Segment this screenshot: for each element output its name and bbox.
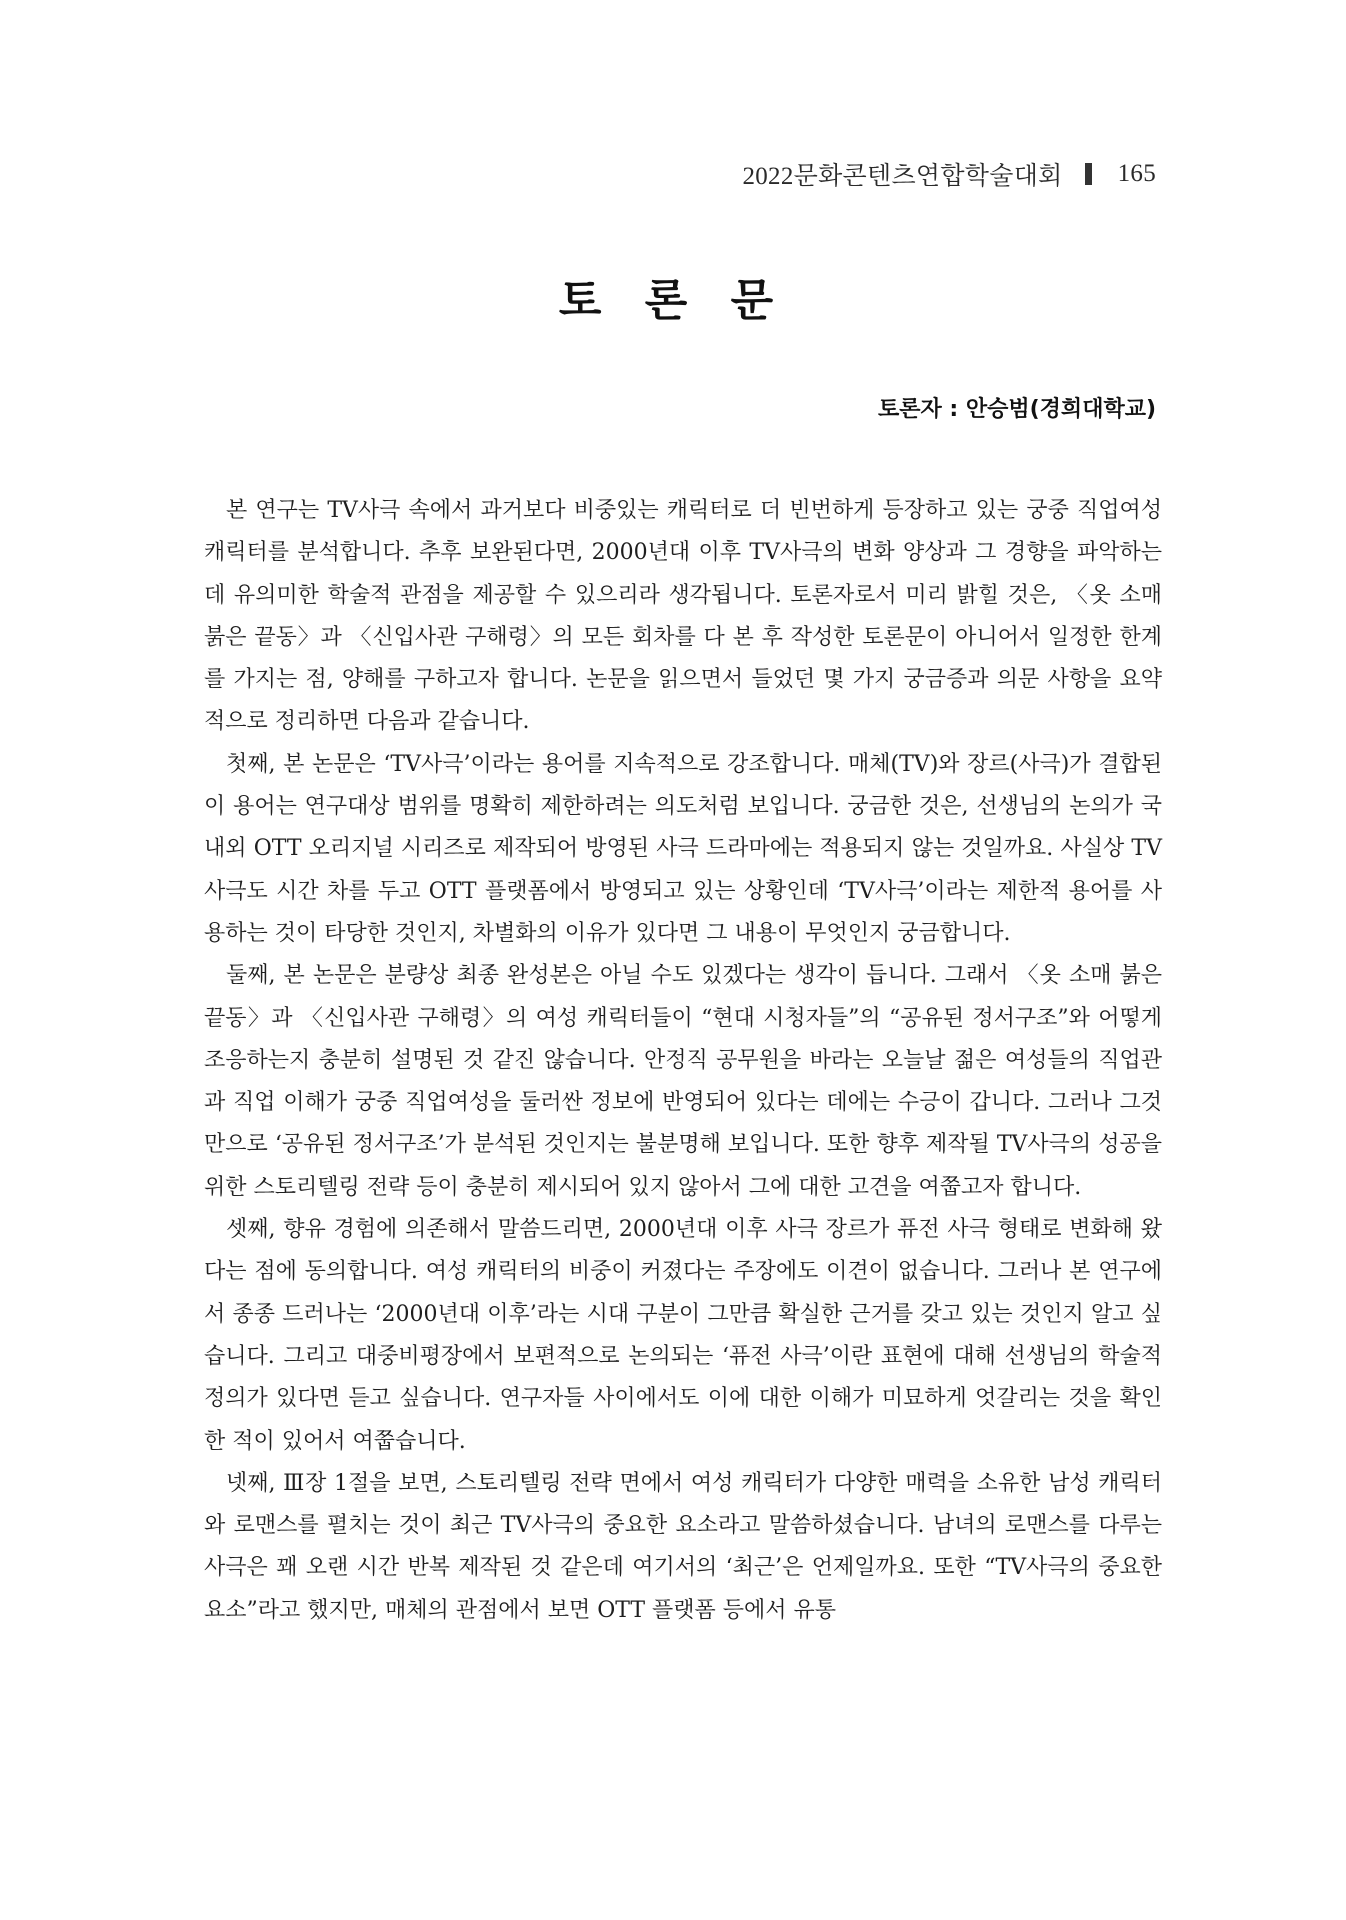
discussant-line: 토론자 : 안승범(경희대학교) bbox=[878, 397, 1156, 422]
paragraph-third: 셋째, 향유 경험에 의존해서 말씀드리면, 2000년대 이후 사극 장르가 퓨전 사극 형태로 변화해 왔다는 점에 동의합니다. 여성 캐릭터의 비중이 커졌다는 주장에도 이견이 없습니다. 그러나 본 연구에서 종종 드러나는 ‘2000년대 이후’라는 시대 구분이 그만큼 확실한 근거를 갖고 있는 것인지 알고 싶습니다. 그리고 대중비평장에서 보편적으로 논의되는 ‘퓨전 사극’이란 표현에 대해 선생님의 학술적 정의가 있다면 듣고 싶습니다. 연구자들 사이에서도 이에 대한 이해가 미묘하게 엇갈리는 것을 확인한 적이 있어서 여쭙습니다. bbox=[204, 1217, 1162, 1454]
paragraph-first: 첫째, 본 논문은 ‘TV사극’이라는 용어를 지속적으로 강조합니다. 매체(TV)와 장르(사극)가 결합된 이 용어는 연구대상 범위를 명확히 제한하려는 의도처럼 보입니다. 궁금한 것은, 선생님의 논의가 국내외 OTT 오리지널 시리즈로 제작되어 방영된 사극 드라마에는 적용되지 않는 것일까요. 사실상 TV사극도 시간 차를 두고 OTT 플랫폼에서 방영되고 있는 상황인데 ‘TV사극’이라는 제한적 용어를 사용하는 것이 타당한 것인지, 차별화의 이유가 있다면 그 내용이 무엇인지 궁금합니다. bbox=[204, 751, 1162, 946]
document-title: 토 론 문 bbox=[558, 275, 788, 326]
paragraph-intro: 본 연구는 TV사극 속에서 과거보다 비중있는 캐릭터로 더 빈번하게 등장하고 있는 궁중 직업여성 캐릭터를 분석합니다. 추후 보완된다면, 2000년대 이후 TV사극의 변화 양상과 그 경향을 파악하는 데 유의미한 학술적 관점을 제공할 수 있으리라 생각됩니다. 토론자로서 미리 밝힐 것은, 〈옷 소매 붉은 끝동〉과 〈신입사관 구해령〉의 모든 회차를 다 본 후 작성한 토론문이 아니어서 일정한 한계를 가지는 점, 양해를 구하고자 합니다. 논문을 읽으면서 들었던 몇 가지 궁금증과 의문 사항을 요약적으로 정리하면 다음과 같습니다. bbox=[204, 498, 1162, 735]
paragraph-second: 둘째, 본 논문은 분량상 최종 완성본은 아닐 수도 있겠다는 생각이 듭니다. 그래서 〈옷 소매 붉은 끝동〉과 〈신입사관 구해령〉의 여성 캐릭터들이 “현대 시청자들”의 “공유된 정서구조”와 어떻게 조응하는지 충분히 설명된 것 같진 않습니다. 안정직 공무원을 바라는 오늘날 젊은 여성들의 직업관과 직업 이해가 궁중 직업여성을 둘러싼 정보에 반영되어 있다는 데에는 수긍이 갑니다. 그러나 그것만으로 ‘공유된 정서구조’가 분석된 것인지는 불분명해 보입니다. 또한 향후 제작될 TV사극의 성공을 위한 스토리텔링 전략 등이 충분히 제시되어 있지 않아서 그에 대한 고견을 여쭙고자 합니다. bbox=[204, 963, 1162, 1200]
page-number: 165 bbox=[1117, 160, 1156, 187]
running-title: 2022문화콘텐츠연합학술대회 bbox=[742, 163, 1063, 190]
body-text bbox=[204, 490, 1162, 1632]
paragraph-fourth: 넷째, Ⅲ장 1절을 보면, 스토리텔링 전략 면에서 여성 캐릭터가 다양한 매력을 소유한 남성 캐릭터와 로맨스를 펼치는 것이 최근 TV사극의 중요한 요소라고 말씀하셨습니다. 남녀의 로맨스를 다루는 사극은 꽤 오랜 시간 반복 제작된 것 같은데 여기서의 ‘최근’은 언제일까요. 또한 “TV사극의 중요한 요소”라고 했지만, 매체의 관점에서 보면 OTT 플랫폼 등에서 유통 bbox=[204, 1470, 1162, 1623]
running-header bbox=[742, 156, 1156, 192]
header-separator-bar bbox=[1085, 163, 1092, 185]
